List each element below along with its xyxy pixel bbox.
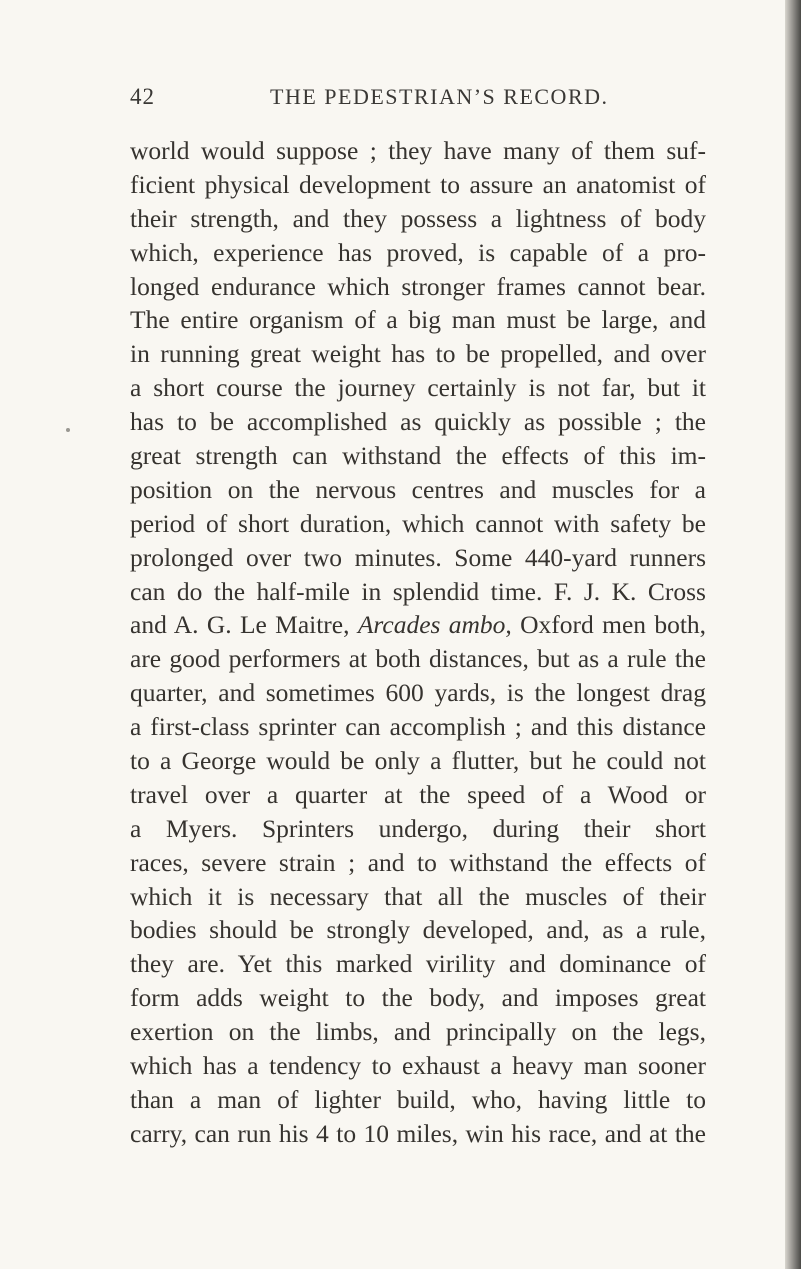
text-line: bodies should be strongly developed, and, as a rule,: [130, 915, 706, 945]
body-text: [130, 134, 706, 1151]
italic-phrase: Arcades ambo,: [357, 610, 512, 640]
text-line: which, experience has proved, is capable of a pro-: [130, 237, 706, 267]
text-line: great strength can withstand the effects of this im-: [130, 441, 706, 471]
running-head: THE PEDESTRIAN’S RECORD.: [270, 84, 609, 109]
text-line: races, severe strain ; and to withstand the effects of: [130, 847, 706, 877]
text-line: has to be accomplished as quickly as possible ; the: [130, 407, 706, 437]
page-number: 42: [130, 84, 155, 109]
text-line: which it is necessary that all the muscles of their: [130, 881, 706, 911]
text-segment: and A. G. Le Maitre,: [130, 610, 350, 640]
text-line: period of short duration, which cannot with safety be: [130, 508, 706, 538]
text-line: prolonged over two minutes. Some 440-yard runners: [130, 542, 706, 572]
text-line-with-italic: [130, 608, 706, 642]
text-line: form adds weight to the body, and imposes great: [130, 983, 706, 1013]
text-line: can do the half-mile in splendid time. F. J. K. Cross: [130, 576, 706, 606]
text-line: a short course the journey certainly is not far, but it: [130, 373, 706, 403]
text-line: The entire organism of a big man must be large, and: [130, 305, 706, 335]
text-line: they are. Yet this marked virility and dominance of: [130, 949, 706, 979]
text-line: exertion on the limbs, and principally on the legs,: [130, 1017, 706, 1047]
text-line: ficient physical development to assure an anatomist of: [130, 169, 706, 199]
text-line: which has a tendency to exhaust a heavy man sooner: [130, 1051, 706, 1081]
text-line: are good performers at both distances, but as a rule the: [130, 644, 706, 674]
text-line: in running great weight has to be propelled, and over: [130, 339, 706, 369]
text-line: a Myers. Sprinters undergo, during their short: [130, 813, 706, 843]
text-line: a first-class sprinter can accomplish ; and this distance: [130, 712, 706, 742]
margin-mark: [66, 428, 70, 432]
text-line: position on the nervous centres and muscles for a: [130, 474, 706, 504]
page-header: [130, 84, 710, 114]
text-line: than a man of lighter build, who, having little to: [130, 1084, 706, 1114]
text-segment: Oxford men both,: [520, 610, 707, 640]
text-line: quarter, and sometimes 600 yards, is the longest drag: [130, 678, 706, 708]
page-edge-shadow: [785, 0, 801, 1269]
text-line: carry, can run his 4 to 10 miles, win his race, and at the: [130, 1118, 706, 1148]
text-line: their strength, and they possess a lightness of body: [130, 203, 706, 233]
text-line: travel over a quarter at the speed of a Wood or: [130, 779, 706, 809]
text-line: longed endurance which stronger frames cannot bear.: [130, 271, 706, 301]
text-line: world would suppose ; they have many of them suf-: [130, 136, 706, 165]
text-line: to a George would be only a flutter, but he could not: [130, 746, 706, 776]
